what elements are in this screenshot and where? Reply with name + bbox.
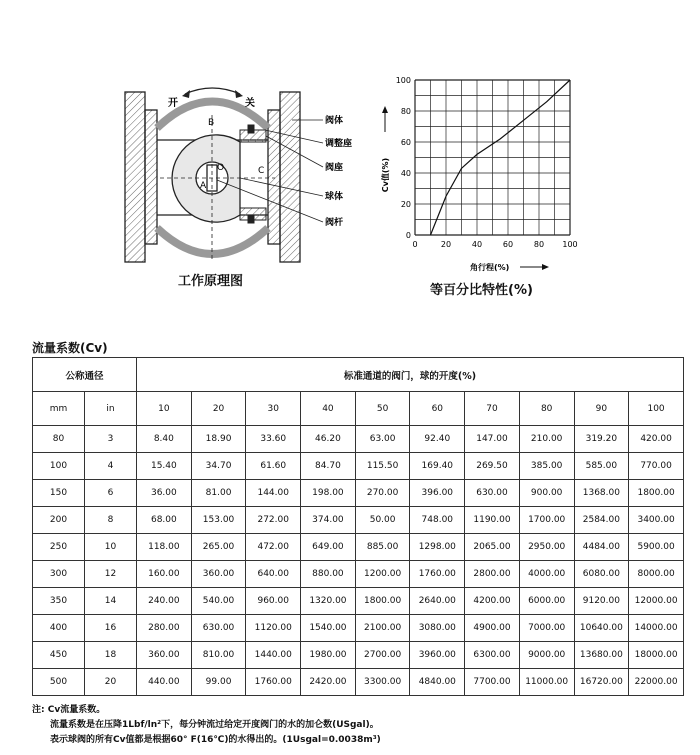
cell-cv: 280.00 — [137, 615, 192, 642]
cell-cv: 1760.00 — [246, 669, 301, 696]
cell-cv: 9120.00 — [574, 588, 629, 615]
table-row — [33, 642, 684, 669]
cell-cv: 16720.00 — [574, 669, 629, 696]
cell-cv: 1540.00 — [301, 615, 356, 642]
cell-in: 14 — [85, 588, 137, 615]
cell-cv: 153.00 — [191, 507, 246, 534]
cell-cv: 360.00 — [191, 561, 246, 588]
cell-in: 16 — [85, 615, 137, 642]
opening-header-100: 100 — [629, 392, 684, 426]
cell-cv: 472.00 — [246, 534, 301, 561]
cell-cv: 272.00 — [246, 507, 301, 534]
cell-cv: 630.00 — [465, 480, 520, 507]
y-axis-label: Cv值(%) — [381, 157, 390, 193]
cell-cv: 7000.00 — [519, 615, 574, 642]
diagram-caption: 工作原理图 — [178, 274, 244, 289]
cell-cv: 6000.00 — [519, 588, 574, 615]
cell-cv: 3300.00 — [355, 669, 410, 696]
cell-cv: 2640.00 — [410, 588, 465, 615]
cell-cv: 1120.00 — [246, 615, 301, 642]
cell-cv: 880.00 — [301, 561, 356, 588]
cell-in: 6 — [85, 480, 137, 507]
unit-mm: mm — [33, 392, 85, 426]
x-tick-label: 80 — [533, 240, 545, 249]
cell-cv: 147.00 — [465, 426, 520, 453]
cell-cv: 13680.00 — [574, 642, 629, 669]
cell-in: 18 — [85, 642, 137, 669]
cell-cv: 92.40 — [410, 426, 465, 453]
cell-mm: 300 — [33, 561, 85, 588]
table-units-row — [33, 392, 684, 426]
cell-cv: 12000.00 — [629, 588, 684, 615]
cell-mm: 450 — [33, 642, 85, 669]
cell-cv: 385.00 — [519, 453, 574, 480]
opening-header-60: 60 — [410, 392, 465, 426]
opening-header-90: 90 — [574, 392, 629, 426]
cell-cv: 118.00 — [137, 534, 192, 561]
cell-cv: 640.00 — [246, 561, 301, 588]
y-tick-label: 40 — [400, 169, 411, 178]
callout-body: 阀体 — [325, 116, 344, 126]
cell-cv: 198.00 — [301, 480, 356, 507]
cell-cv: 99.00 — [191, 669, 246, 696]
header-opening: 标准通道的阀门，球的开度(%) — [137, 358, 684, 392]
cell-cv: 1760.00 — [410, 561, 465, 588]
point-o: O — [217, 163, 225, 173]
note-line-2: 流量系数是在压降1Lbf/ln²下，每分钟流过给定开度阀门的水的加仑数(USgal)。 — [50, 720, 379, 730]
cell-cv: 3960.00 — [410, 642, 465, 669]
cell-cv: 1700.00 — [519, 507, 574, 534]
cell-cv: 46.20 — [301, 426, 356, 453]
cell-cv: 36.00 — [137, 480, 192, 507]
x-tick-label: 40 — [471, 240, 483, 249]
cell-cv: 9000.00 — [519, 642, 574, 669]
rotation-arrowhead-right — [235, 90, 243, 98]
callout-stem: 阀杆 — [325, 218, 344, 228]
cell-in: 4 — [85, 453, 137, 480]
header-nominal: 公称通径 — [33, 358, 137, 392]
x-axis-arrowhead — [542, 264, 549, 270]
cell-cv: 4200.00 — [465, 588, 520, 615]
cell-cv: 15.40 — [137, 453, 192, 480]
table-header-row — [33, 358, 684, 392]
cell-cv: 84.70 — [301, 453, 356, 480]
cell-cv: 4840.00 — [410, 669, 465, 696]
callout-adjust-seat: 调整座 — [325, 139, 353, 149]
cell-cv: 265.00 — [191, 534, 246, 561]
label-open: 开 — [168, 98, 178, 109]
point-b: B — [208, 118, 215, 128]
table-row — [33, 480, 684, 507]
cell-cv: 8.40 — [137, 426, 192, 453]
cell-in: 20 — [85, 669, 137, 696]
cell-mm: 500 — [33, 669, 85, 696]
x-tick-label: 0 — [412, 240, 418, 249]
table-row — [33, 453, 684, 480]
cell-in: 12 — [85, 561, 137, 588]
cell-mm: 350 — [33, 588, 85, 615]
table-row — [33, 507, 684, 534]
cell-cv: 3400.00 — [629, 507, 684, 534]
cell-mm: 400 — [33, 615, 85, 642]
cv-table — [32, 357, 684, 696]
cell-cv: 810.00 — [191, 642, 246, 669]
cell-cv: 160.00 — [137, 561, 192, 588]
cell-cv: 770.00 — [629, 453, 684, 480]
cell-mm: 150 — [33, 480, 85, 507]
chart-caption: 等百分比特性(%) — [430, 283, 533, 298]
cell-cv: 960.00 — [246, 588, 301, 615]
table-row — [33, 426, 684, 453]
cell-cv: 2584.00 — [574, 507, 629, 534]
label-close: 关 — [245, 98, 255, 109]
x-tick-label: 20 — [440, 240, 452, 249]
cell-cv: 2065.00 — [465, 534, 520, 561]
cell-cv: 10640.00 — [574, 615, 629, 642]
cell-cv: 81.00 — [191, 480, 246, 507]
cell-cv: 8000.00 — [629, 561, 684, 588]
cell-cv: 1190.00 — [465, 507, 520, 534]
point-a: A — [200, 181, 207, 191]
cell-cv: 540.00 — [191, 588, 246, 615]
cell-cv: 50.00 — [355, 507, 410, 534]
cell-cv: 4000.00 — [519, 561, 574, 588]
table-row — [33, 615, 684, 642]
opening-header-70: 70 — [465, 392, 520, 426]
cell-cv: 115.50 — [355, 453, 410, 480]
rotation-arrow — [185, 88, 240, 94]
cell-cv: 61.60 — [246, 453, 301, 480]
cell-mm: 100 — [33, 453, 85, 480]
cell-cv: 1298.00 — [410, 534, 465, 561]
opening-header-40: 40 — [301, 392, 356, 426]
cell-cv: 1800.00 — [629, 480, 684, 507]
point-c: C — [258, 166, 265, 176]
cell-cv: 6300.00 — [465, 642, 520, 669]
cell-cv: 269.50 — [465, 453, 520, 480]
cell-cv: 63.00 — [355, 426, 410, 453]
cell-mm: 200 — [33, 507, 85, 534]
cell-cv: 7700.00 — [465, 669, 520, 696]
cell-cv: 6080.00 — [574, 561, 629, 588]
cell-cv: 11000.00 — [519, 669, 574, 696]
cell-cv: 144.00 — [246, 480, 301, 507]
cell-in: 3 — [85, 426, 137, 453]
opening-header-10: 10 — [137, 392, 192, 426]
x-tick-label: 60 — [502, 240, 514, 249]
cell-cv: 585.00 — [574, 453, 629, 480]
note-line-3: 表示球阀的所有Cv值都是根据60° F(16℃)的水得出的。(1Usgal=0.0038m³) — [50, 735, 381, 745]
cell-cv: 2100.00 — [355, 615, 410, 642]
cell-cv: 270.00 — [355, 480, 410, 507]
cell-cv: 396.00 — [410, 480, 465, 507]
callout-seat: 阀座 — [325, 163, 344, 173]
cell-cv: 748.00 — [410, 507, 465, 534]
cell-cv: 1800.00 — [355, 588, 410, 615]
opening-header-30: 30 — [246, 392, 301, 426]
y-tick-label: 0 — [405, 231, 411, 240]
cell-cv: 2420.00 — [301, 669, 356, 696]
cell-cv: 18.90 — [191, 426, 246, 453]
cell-mm: 250 — [33, 534, 85, 561]
table-row — [33, 588, 684, 615]
y-tick-label: 80 — [400, 107, 411, 116]
cell-cv: 630.00 — [191, 615, 246, 642]
table-row — [33, 534, 684, 561]
cell-cv: 169.40 — [410, 453, 465, 480]
cell-cv: 4900.00 — [465, 615, 520, 642]
cell-in: 10 — [85, 534, 137, 561]
y-tick-label: 100 — [395, 76, 411, 85]
cell-cv: 360.00 — [137, 642, 192, 669]
cell-cv: 900.00 — [519, 480, 574, 507]
callout-ball: 球体 — [325, 192, 344, 202]
notes — [32, 703, 381, 748]
cell-cv: 68.00 — [137, 507, 192, 534]
cell-cv: 1440.00 — [246, 642, 301, 669]
cell-mm: 80 — [33, 426, 85, 453]
chart-ticks — [396, 76, 578, 249]
y-tick-label: 20 — [400, 200, 411, 209]
cell-cv: 2950.00 — [519, 534, 574, 561]
unit-in: in — [85, 392, 137, 426]
x-tick-label: 100 — [562, 240, 578, 249]
cell-cv: 374.00 — [301, 507, 356, 534]
table-title: 流量系数(Cv) — [32, 341, 108, 355]
cell-cv: 1368.00 — [574, 480, 629, 507]
cell-cv: 240.00 — [137, 588, 192, 615]
cell-cv: 885.00 — [355, 534, 410, 561]
opening-header-20: 20 — [191, 392, 246, 426]
cell-cv: 649.00 — [301, 534, 356, 561]
y-tick-label: 60 — [400, 138, 411, 147]
x-axis-label: 角行程(%) — [470, 263, 510, 272]
cell-cv: 4484.00 — [574, 534, 629, 561]
cell-cv: 420.00 — [629, 426, 684, 453]
chart-grid — [415, 80, 570, 235]
cell-cv: 1320.00 — [301, 588, 356, 615]
cell-cv: 1980.00 — [301, 642, 356, 669]
cell-cv: 14000.00 — [629, 615, 684, 642]
cell-cv: 1200.00 — [355, 561, 410, 588]
cell-cv: 210.00 — [519, 426, 574, 453]
table-row — [33, 669, 684, 696]
rotation-arrowhead-left — [182, 90, 190, 98]
note-line-1: 注: Cv流量系数。 — [32, 705, 106, 715]
y-axis-arrowhead — [382, 106, 388, 113]
cell-cv: 34.70 — [191, 453, 246, 480]
characteristic-chart — [370, 70, 590, 280]
cell-cv: 5900.00 — [629, 534, 684, 561]
cell-cv: 22000.00 — [629, 669, 684, 696]
cell-cv: 18000.00 — [629, 642, 684, 669]
cell-cv: 2800.00 — [465, 561, 520, 588]
cell-cv: 3080.00 — [410, 615, 465, 642]
opening-header-50: 50 — [355, 392, 410, 426]
cell-cv: 33.60 — [246, 426, 301, 453]
cell-cv: 2700.00 — [355, 642, 410, 669]
cell-cv: 319.20 — [574, 426, 629, 453]
table-row — [33, 561, 684, 588]
opening-header-80: 80 — [519, 392, 574, 426]
cell-cv: 440.00 — [137, 669, 192, 696]
cell-in: 8 — [85, 507, 137, 534]
